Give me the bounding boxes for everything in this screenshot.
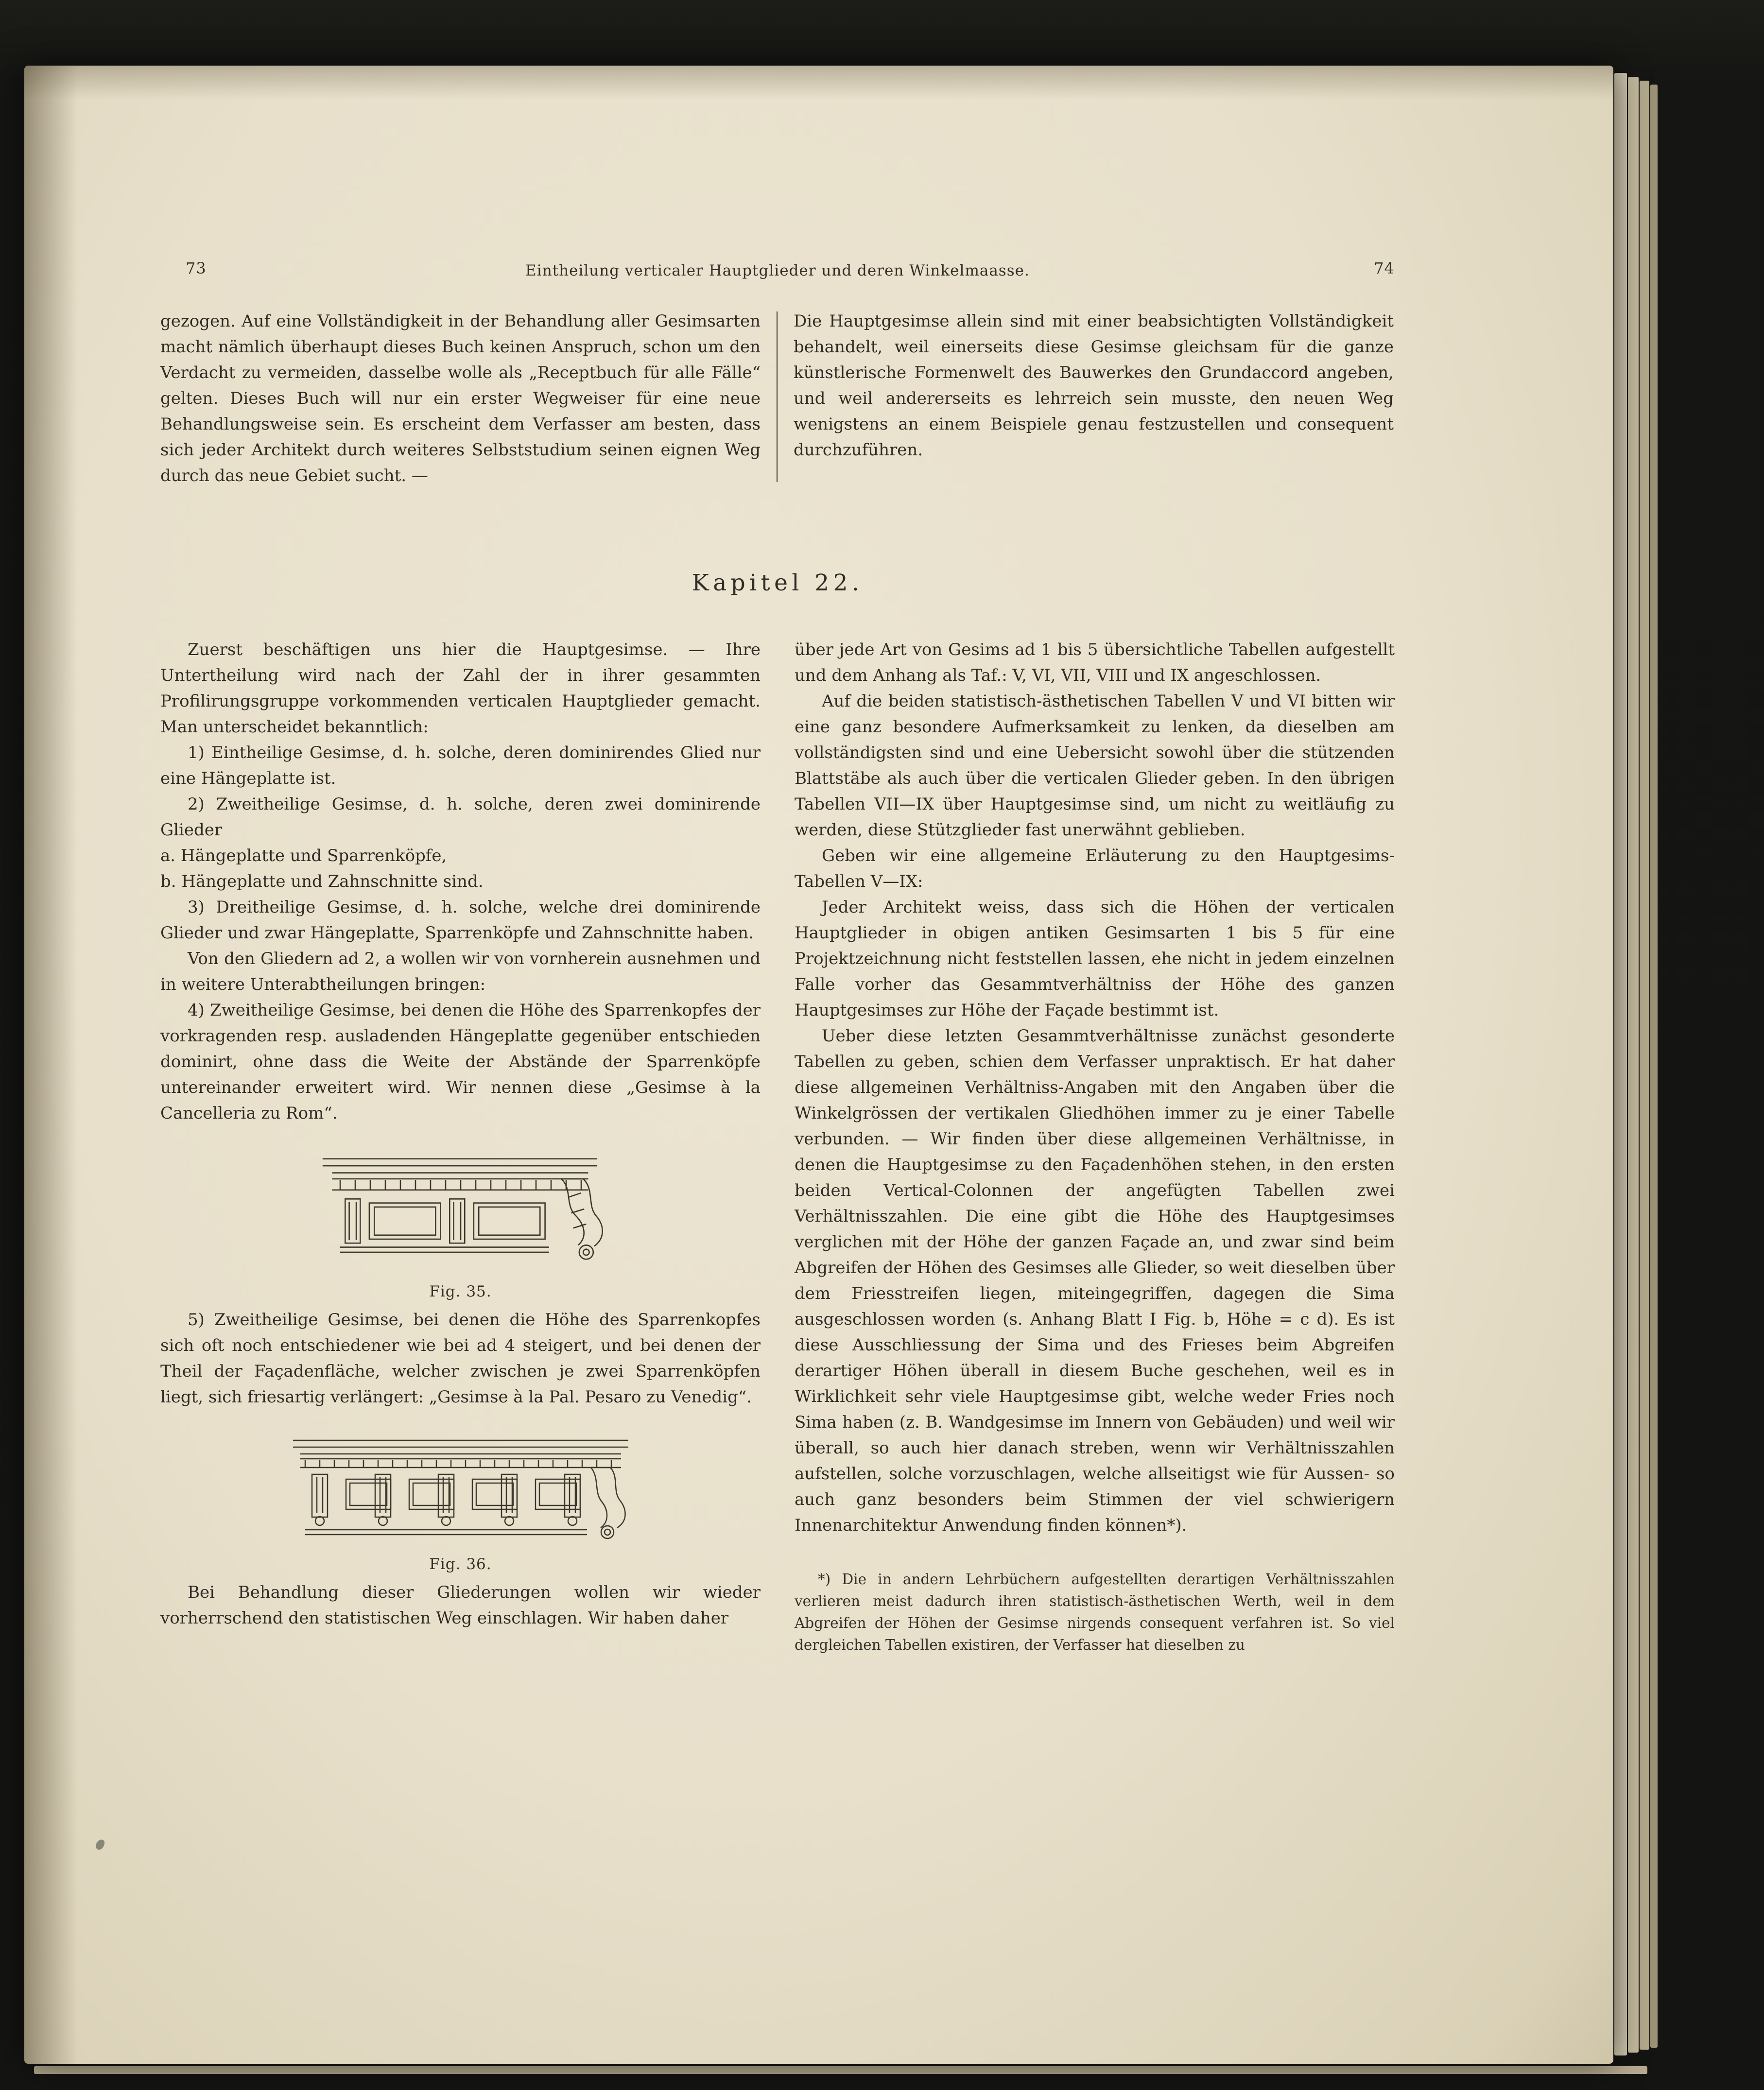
figure-35 bbox=[160, 1149, 761, 1300]
page-stack-edge bbox=[1640, 81, 1649, 2050]
figure-35-caption: Fig. 35. bbox=[429, 1283, 492, 1300]
paragraph: Geben wir eine allgemeine Erläuterung zu den Hauptgesims-Tabellen V—IX: bbox=[795, 846, 1395, 891]
page-stack-edge bbox=[1614, 73, 1627, 2055]
paragraph: Jeder Architekt weiss, dass sich die Höhen der verticalen Hauptglieder in obigen antiken Gesimsarten 1 bis 5 für eine Projektzeichnung nicht feststellen lassen, ehe nicht in jedem einzelnen Falle vorher das Gesammtverhältniss der Höhe des ganzen Hauptgesimses zur Höhe der Façade bestimmt ist. bbox=[795, 898, 1395, 1020]
footnote: *) Die in andern Lehrbüchern aufgestellten derartigen Verhältnisszahlen verlieren meist dadurch ihren statistisch-ästhetischen Werth, weil in dem Abgreifen der Höhen der Gesimse nirgends consequent verfahren ist. So viel dergleichen Tabellen existiren, der Verfasser hat dieselben zu bbox=[795, 1571, 1395, 1653]
list-item-2a: a. Hängeplatte und Sparrenköpfe, bbox=[160, 846, 447, 865]
fig36-cornice-drawing-pesaro bbox=[286, 1433, 636, 1542]
chapter-heading: Kapitel 22. bbox=[692, 570, 864, 596]
page-stack-edge bbox=[1650, 85, 1658, 2048]
intro-paragraph-right: Die Hauptgesimse allein sind mit einer beabsichtigten Vollständigkeit behandelt, weil einerseits diese Gesimse gleichsam für die ganze künstlerische Formenwelt des Bauwerkes den Grundaccord angeben, und weil andererseits es lehrreich sein musste, den neuen Weg wenigstens an einem Beispiele genau festzustellen und consequent durchzuführen. bbox=[794, 311, 1394, 460]
fig35-cornice-drawing-cancelleria bbox=[310, 1149, 611, 1269]
list-item-1: 1) Eintheilige Gesimse, d. h. solche, deren dominirendes Glied nur eine Hängeplatte ist. bbox=[160, 743, 761, 788]
list-item-2b: b. Hängeplatte und Zahnschnitte sind. bbox=[160, 872, 484, 891]
paragraph: Ueber diese letzten Gesammtverhältnisse zunächst gesonderte Tabellen zu geben, schien dem Verfasser unpraktisch. Er hat daher diese allgemeinen Verhältniss-Angaben mit den Angaben über die Winkelgrössen der vertikalen Gliedhöhen immer zu je einer Tabelle verbunden. — Wir finden über diese allgemeinen Verhältnisse, in denen die Hauptgesimse zu den Façadenhöhen stehen, in den ersten beiden Vertical-Colonnen der angefügten Tabellen zwei Verhältnisszahlen. Die eine gibt die Höhe des Hauptgesimses verglichen mit der Höhe der ganzen Façade an, und zwar sind beim Abgreifen der Höhen des Gesimses alle Glieder, so weit dieselben über dem Friesstreifen liegen, miteingegriffen, dagegen die Sima ausgeschlossen worden (s. Anhang Blatt I Fig. b, Höhe = c d). Es ist diese Ausschliessung der Sima und des Frieses beim Abgreifen derartiger Höhen überall in diesem Buche geschehen, weil es in Wirklichkeit sehr viele Hauptgesimse gibt, welche weder Fries noch Sima haben (z. B. Wandgesimse im Innern von Gebäuden) und weil wir überall, so auch hier danach streben, wenn wir Verhältnisszahlen aufstellen, solche vorzuschlagen, welche allseitigst wie für Aussen- so auch ganz besonders beim Stimmen der viel schwierigern Innenarchitektur Anwendung finden können*). bbox=[795, 1026, 1395, 1535]
list-item-4: 4) Zweitheilige Gesimse, bei denen die Höhe des Sparrenkopfes der vorkragenden resp. ausladenden Hängeplatte gegenüber entschieden dominirt, ohne dass die Weite der Abstände der Sparrenköpfe untereinander erweitert wird. Wir nennen diese „Gesimse à la Cancelleria zu Rom“. bbox=[160, 1001, 761, 1123]
figure-36 bbox=[160, 1433, 761, 1573]
intro-section bbox=[160, 309, 1395, 489]
paragraph: Von den Gliedern ad 2, a wollen wir von vornherein ausnehmen und in weitere Unterabtheilungen bringen: bbox=[160, 949, 761, 994]
paragraph: Bei Behandlung dieser Gliederungen wollen wir wieder vorherrschend den statistischen Weg einschlagen. Wir haben daher bbox=[160, 1583, 761, 1628]
ink-speck bbox=[95, 1838, 106, 1851]
list-item-2: 2) Zweitheilige Gesimse, d. h. solche, deren zwei dominirende Glieder bbox=[160, 795, 761, 840]
list-item-3: 3) Dreitheilige Gesimse, d. h. solche, welche drei dominirende Glieder und zwar Hängeplatte, Sparrenköpfe und Zahnschnitte haben. bbox=[160, 898, 761, 943]
paragraph: Zuerst beschäftigen uns hier die Hauptgesimse. — Ihre Untertheilung wird nach der Zahl der in ihrer gesammten Profilirungsgruppe vorkommenden verticalen Hauptglieder gemacht. Man unterscheidet bekanntlich: bbox=[160, 640, 761, 737]
page-number-right: 74 bbox=[1374, 259, 1395, 277]
page-content bbox=[160, 66, 1395, 1656]
running-title: Eintheilung verticaler Hauptglieder und deren Winkelmaasse. bbox=[525, 262, 1030, 279]
intro-paragraph-left: gezogen. Auf eine Vollständigkeit in der Behandlung aller Gesimsarten macht nämlich überhaupt dieses Buch keinen Anspruch, schon um den Verdacht zu vermeiden, dasselbe wolle als „Receptbuch für alle Fälle“ gelten. Dieses Buch will nur ein erster Wegweiser für eine neue Behandlungsweise sein. Es erscheint dem Verfasser am besten, dass sich jeder Architekt durch weiteres Selbststudium seinen eignen Weg durch das neue Gebiet sucht. — bbox=[160, 311, 761, 485]
list-item-5: 5) Zweitheilige Gesimse, bei denen die Höhe des Sparrenkopfes sich oft noch entschiedener wie bei ad 4 steigert, und bei denen der Theil der Façadenfläche, welcher zwischen je zwei Sparrenköpfen liegt, sich friesartig verlängert: „Gesimse à la Pal. Pesaro zu Venedig“. bbox=[160, 1310, 761, 1407]
paragraph: über jede Art von Gesims ad 1 bis 5 übersichtliche Tabellen aufgestellt und dem Anhang als Taf.: V, VI, VII, VIII und IX angeschlossen. bbox=[795, 640, 1395, 685]
figure-36-caption: Fig. 36. bbox=[429, 1555, 492, 1573]
page-header bbox=[160, 259, 1395, 281]
book-page bbox=[24, 66, 1613, 2064]
left-column bbox=[160, 637, 761, 1656]
page-stack-edge-bottom bbox=[34, 2066, 1647, 2074]
page-number-left: 73 bbox=[186, 259, 207, 277]
right-column bbox=[795, 637, 1395, 1656]
paragraph: Auf die beiden statistisch-ästhetischen Tabellen V und VI bitten wir eine ganz besondere Aufmerksamkeit zu lenken, da dieselben am vollständigsten sind und eine Uebersicht sowohl über die stützenden Blattstäbe als auch über die verticalen Glieder geben. In den übrigen Tabellen VII—IX über Hauptgesimse sind, um nicht zu weitläufig zu werden, diese Stützglieder fast unerwähnt geblieben. bbox=[795, 691, 1395, 840]
main-two-column-section bbox=[160, 637, 1395, 1656]
column-divider-rule bbox=[777, 311, 778, 482]
page-stack-edge bbox=[1628, 77, 1639, 2053]
binding-gutter-shadow bbox=[24, 66, 78, 2064]
